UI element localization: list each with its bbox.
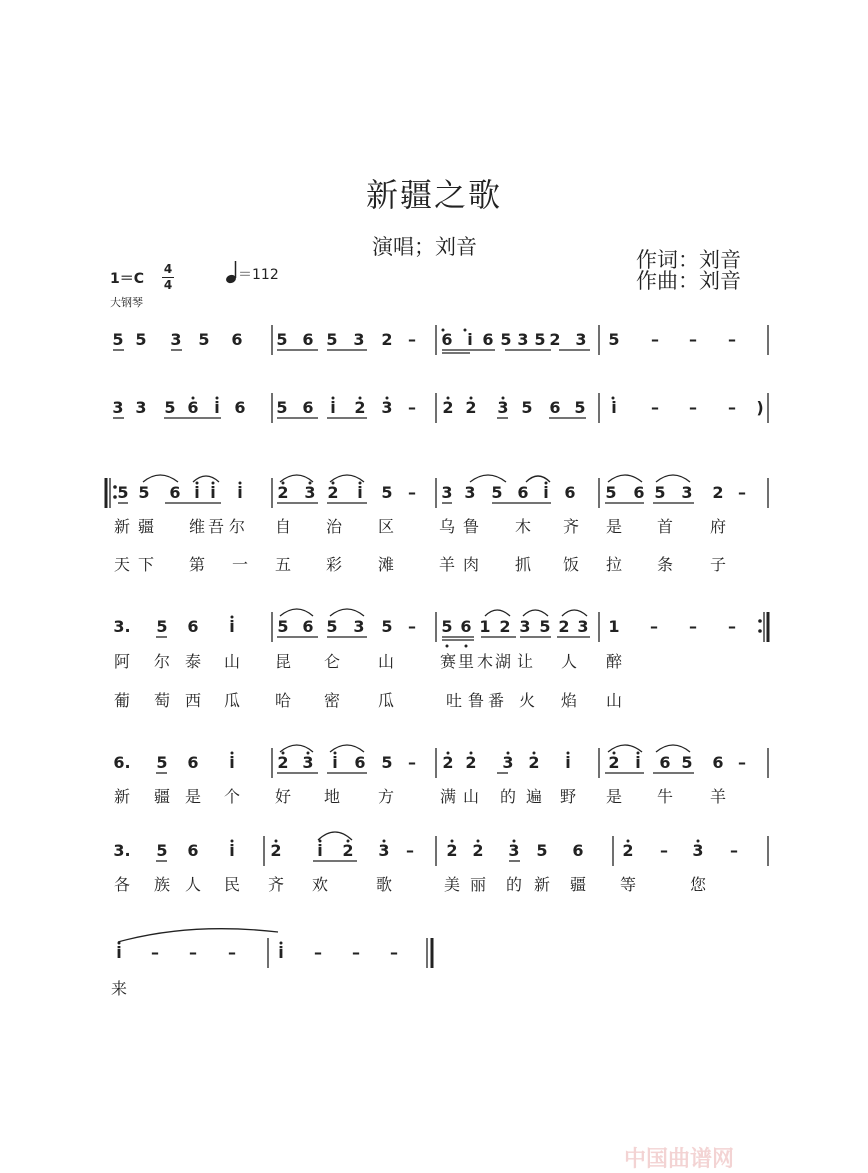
singer-credit: 演唱；刘音 <box>372 235 477 259</box>
note-s3-3: 6 <box>169 483 181 502</box>
note-s5-6: 3 <box>302 753 314 772</box>
lyric-s6-l1-14: 您 <box>689 875 707 894</box>
note-s3-14: 3 <box>464 483 476 502</box>
lyric-s5-l1-6: 地 <box>323 787 341 806</box>
lyric-s3-l2-5: 五 <box>274 555 292 574</box>
note-s3-12: – <box>408 483 416 502</box>
lyric-s3-l1-14: 首 <box>656 517 674 536</box>
lyric-s4-l2-4: 瓜 <box>223 691 241 710</box>
lyric-s3-l1-8: 区 <box>377 517 395 536</box>
note-s2-19: i <box>611 398 617 417</box>
note-s2-22: – <box>728 398 736 417</box>
note-s3-18: 6 <box>564 483 576 502</box>
note-s3-9: 2 <box>327 483 339 502</box>
lyric-s3-l1-13: 是 <box>605 517 623 536</box>
lyric-s4-l2-5: 哈 <box>274 691 292 710</box>
time-signature-top: 4 <box>163 262 173 276</box>
note-s2-4: 6 <box>187 398 199 417</box>
note-s4-2: 5 <box>156 617 168 636</box>
lyric-s3-l2-9: 肉 <box>462 555 480 574</box>
note-s1-13: i <box>467 330 473 349</box>
lyric-s4-l2-1: 葡 <box>113 691 131 710</box>
lyric-s4-l1-4: 山 <box>223 652 241 671</box>
note-s6-9: – <box>406 841 414 860</box>
lyric-s3-l2-3: 第 <box>188 555 206 574</box>
note-s3-13: 3 <box>441 483 453 502</box>
lyricist-credit: 作词：刘音 <box>636 248 741 272</box>
lyric-s4-l2-12: 焰 <box>560 691 578 710</box>
lyric-s3-l2-12: 拉 <box>605 555 623 574</box>
lyric-s4-l1-11: 湖 <box>494 652 512 671</box>
note-s6-6: i <box>317 841 323 860</box>
note-s4-16: 5 <box>539 617 551 636</box>
note-s3-7: 2 <box>277 483 289 502</box>
note-s4-6: 6 <box>302 617 314 636</box>
note-s4-5: 5 <box>277 617 289 636</box>
note-s4-7: 5 <box>326 617 338 636</box>
note-s1-7: 6 <box>302 330 314 349</box>
note-s1-9: 3 <box>353 330 365 349</box>
note-s3-23: 2 <box>712 483 724 502</box>
note-s1-14: 6 <box>482 330 494 349</box>
lyric-s3-l1-6: 自 <box>274 517 292 536</box>
note-s5-13: 3 <box>502 753 514 772</box>
lyric-s4-l2-7: 瓜 <box>377 691 395 710</box>
note-s6-3: 6 <box>187 841 199 860</box>
tempo-value: ＝112 <box>238 267 279 283</box>
note-s5-7: i <box>332 753 338 772</box>
note-s2-21: – <box>689 398 697 417</box>
note-s2-8: 6 <box>302 398 314 417</box>
note-s2-17: 6 <box>549 398 561 417</box>
note-s4-14: 2 <box>499 617 511 636</box>
note-s2-16: 5 <box>521 398 533 417</box>
note-s1-20: 5 <box>608 330 620 349</box>
lyric-s5-l1-5: 好 <box>274 787 292 806</box>
lyric-s3-l2-14: 子 <box>709 555 727 574</box>
lyric-s5-l1-12: 野 <box>559 787 577 806</box>
note-s2-14: 2 <box>465 398 477 417</box>
note-s5-18: 6 <box>659 753 671 772</box>
note-s1-3: 3 <box>170 330 182 349</box>
note-s6-5: 2 <box>270 841 282 860</box>
lyric-s3-l1-15: 府 <box>709 517 727 536</box>
note-s5-3: 6 <box>187 753 199 772</box>
lyric-s5-l1-10: 的 <box>499 787 517 806</box>
note-s7-3: – <box>189 943 197 962</box>
lyric-s3-l1-5: 尔 <box>228 517 246 536</box>
lyric-s4-l1-3: 泰 <box>184 652 202 671</box>
note-s4-17: 2 <box>558 617 570 636</box>
lyric-s4-l2-9: 鲁 <box>467 691 485 710</box>
lyric-s5-l1-13: 是 <box>605 787 623 806</box>
note-s6-8: 3 <box>378 841 390 860</box>
lyric-s3-l2-6: 彩 <box>325 555 343 574</box>
note-s3-22: 3 <box>681 483 693 502</box>
lyric-s3-l2-4: 一 <box>231 555 249 574</box>
lyric-s5-l1-2: 疆 <box>153 787 171 806</box>
note-s4-9: 5 <box>381 617 393 636</box>
note-s5-12: 2 <box>465 753 477 772</box>
note-s1-4: 5 <box>198 330 210 349</box>
note-s6-15: 2 <box>622 841 634 860</box>
note-s5-10: – <box>408 753 416 772</box>
note-s5-14: 2 <box>528 753 540 772</box>
lyric-s4-l2-6: 密 <box>323 691 341 710</box>
lyric-s3-l1-1: 新 <box>113 517 131 536</box>
lyric-s3-l1-7: 治 <box>325 517 343 536</box>
lyric-s6-l1-8: 美 <box>443 875 461 894</box>
note-s1-17: 5 <box>534 330 546 349</box>
song-title: 新疆之歌 <box>365 176 502 214</box>
note-s4-20: – <box>650 617 658 636</box>
note-s1-23: – <box>728 330 736 349</box>
lyric-s6-l1-3: 人 <box>184 875 202 894</box>
note-s1-8: 5 <box>326 330 338 349</box>
note-s3-4: i <box>194 483 200 502</box>
note-s5-8: 6 <box>354 753 366 772</box>
note-s5-17: i <box>635 753 641 772</box>
lyric-s6-l1-13: 等 <box>619 875 637 894</box>
note-s5-4: i <box>229 753 235 772</box>
note-s4-19: 1 <box>608 617 620 636</box>
note-s6-1: 3. <box>113 841 131 860</box>
note-s3-6: i <box>237 483 243 502</box>
lyric-s6-l1-2: 族 <box>153 875 171 894</box>
note-s6-13: 5 <box>536 841 548 860</box>
note-s4-1: 3. <box>113 617 131 636</box>
note-s2-9: i <box>330 398 336 417</box>
note-s1-21: – <box>651 330 659 349</box>
lyric-s3-l1-10: 鲁 <box>462 517 480 536</box>
note-s6-2: 5 <box>156 841 168 860</box>
note-s3-1: 5 <box>117 483 129 502</box>
note-s3-5: i <box>210 483 216 502</box>
lyric-s6-l1-5: 齐 <box>267 875 285 894</box>
note-s3-19: 5 <box>605 483 617 502</box>
note-s1-19: 3 <box>575 330 587 349</box>
note-s2-7: 5 <box>276 398 288 417</box>
note-s2-15: 3 <box>497 398 509 417</box>
lyric-s4-l1-6: 仑 <box>323 652 341 671</box>
lyric-s4-l2-10: 番 <box>487 691 505 710</box>
note-s7-2: – <box>151 943 159 962</box>
note-s2-20: – <box>651 398 659 417</box>
lyric-s4-l1-9: 里 <box>457 652 475 671</box>
note-s5-19: 5 <box>681 753 693 772</box>
lyric-s6-l1-12: 疆 <box>569 875 587 894</box>
lyric-s4-l1-7: 山 <box>377 652 395 671</box>
note-s1-6: 5 <box>276 330 288 349</box>
note-s1-15: 5 <box>500 330 512 349</box>
lyric-s6-l1-6: 欢 <box>311 875 329 894</box>
note-s6-11: 2 <box>472 841 484 860</box>
note-s4-15: 3 <box>519 617 531 636</box>
note-s3-15: 5 <box>491 483 503 502</box>
note-s5-21: – <box>738 753 746 772</box>
note-s3-11: 5 <box>381 483 393 502</box>
note-s1-12: 6 <box>441 330 453 349</box>
lyric-s4-l1-10: 木 <box>476 652 494 671</box>
note-s5-11: 2 <box>442 753 454 772</box>
watermark: 中国曲谱网 <box>624 1147 735 1172</box>
note-s6-4: i <box>229 841 235 860</box>
note-s4-10: – <box>408 617 416 636</box>
note-s4-8: 3 <box>353 617 365 636</box>
note-s1-2: 5 <box>135 330 147 349</box>
lyric-s6-l1-10: 的 <box>505 875 523 894</box>
lyric-s3-l1-2: 疆 <box>137 517 155 536</box>
note-s6-14: 6 <box>572 841 584 860</box>
lyric-s3-l1-11: 木 <box>514 517 532 536</box>
note-s3-17: i <box>543 483 549 502</box>
lyric-s4-l1-2: 尔 <box>153 652 171 671</box>
note-s3-16: 6 <box>517 483 529 502</box>
lyric-s3-l2-7: 滩 <box>377 555 395 574</box>
note-s2-13: 2 <box>442 398 454 417</box>
lyric-s4-l1-5: 昆 <box>274 652 292 671</box>
note-s6-10: 2 <box>446 841 458 860</box>
instrument-label: 大钢琴 <box>110 296 143 309</box>
note-s4-3: 6 <box>187 617 199 636</box>
note-s1-18: 2 <box>549 330 561 349</box>
note-s7-6: – <box>314 943 322 962</box>
note-s4-22: – <box>728 617 736 636</box>
lyric-s3-l1-3: 维 <box>188 517 206 536</box>
lyric-s4-l2-3: 西 <box>184 691 202 710</box>
note-s4-12: 6 <box>460 617 472 636</box>
lyric-s6-l1-11: 新 <box>533 875 551 894</box>
lyric-s4-l2-2: 萄 <box>153 691 171 710</box>
note-s2-1: 3 <box>112 398 124 417</box>
note-s5-9: 5 <box>381 753 393 772</box>
note-s3-10: i <box>357 483 363 502</box>
note-s2-3: 5 <box>164 398 176 417</box>
note-s4-13: 1 <box>479 617 491 636</box>
note-s4-11: 5 <box>441 617 453 636</box>
lyric-s3-l2-10: 抓 <box>514 555 532 574</box>
note-s5-15: i <box>565 753 571 772</box>
note-s2-2: 3 <box>135 398 147 417</box>
lyric-s3-l2-13: 条 <box>656 555 674 574</box>
lyric-s4-l2-13: 山 <box>605 691 623 710</box>
note-s1-10: 2 <box>381 330 393 349</box>
note-s1-11: – <box>408 330 416 349</box>
note-s7-7: – <box>352 943 360 962</box>
note-s2-5: i <box>214 398 220 417</box>
note-s4-4: i <box>229 617 235 636</box>
lyric-s3-l2-2: 下 <box>137 555 155 574</box>
lyric-s3-l1-4: 吾 <box>207 517 225 536</box>
lyric-s4-l1-13: 人 <box>560 652 578 671</box>
note-s3-20: 6 <box>633 483 645 502</box>
note-s1-16: 3 <box>517 330 529 349</box>
note-s3-8: 3 <box>304 483 316 502</box>
note-s7-8: – <box>390 943 398 962</box>
note-s5-5: 2 <box>277 753 289 772</box>
note-s4-21: – <box>689 617 697 636</box>
lyric-s3-l2-1: 天 <box>113 555 131 574</box>
note-s3-21: 5 <box>654 483 666 502</box>
note-s2-6: 6 <box>234 398 246 417</box>
note-s3-24: – <box>738 483 746 502</box>
note-s6-12: 3 <box>508 841 520 860</box>
lyric-s3-l1-9: 乌 <box>438 517 456 536</box>
note-s5-2: 5 <box>156 753 168 772</box>
note-s7-5: i <box>278 943 284 962</box>
lyric-s5-l1-7: 方 <box>377 787 395 806</box>
note-s1-22: – <box>689 330 697 349</box>
lyric-s5-l1-11: 遍 <box>525 787 543 806</box>
note-s6-16: – <box>660 841 668 860</box>
lyric-s6-l1-7: 歌 <box>375 875 393 894</box>
note-s6-17: 3 <box>692 841 704 860</box>
key-signature: 1＝C <box>110 271 145 287</box>
note-s5-1: 6. <box>113 753 131 772</box>
lyric-s5-l1-8: 满 <box>439 787 457 806</box>
lyric-s4-l1-1: 阿 <box>113 652 131 671</box>
lyric-s4-l2-11: 火 <box>518 691 536 710</box>
lyric-s5-l1-3: 是 <box>184 787 202 806</box>
time-signature-bottom: 4 <box>163 278 173 292</box>
note-s2-11: 3 <box>381 398 393 417</box>
lyric-s5-l1-9: 山 <box>462 787 480 806</box>
note-s2-12: – <box>408 398 416 417</box>
note-s3-2: 5 <box>138 483 150 502</box>
note-s2-10: 2 <box>354 398 366 417</box>
lyric-s6-l1-9: 丽 <box>469 875 487 894</box>
lyric-s5-l1-15: 羊 <box>709 787 727 806</box>
note-s6-18: – <box>730 841 738 860</box>
lyric-s3-l2-11: 饭 <box>562 555 580 574</box>
lyric-s5-l1-14: 牛 <box>656 787 674 806</box>
note-s7-1: i <box>116 943 122 962</box>
note-s7-4: – <box>228 943 236 962</box>
lyric-s4-l2-8: 吐 <box>445 691 463 710</box>
lyric-s3-l2-8: 羊 <box>438 555 456 574</box>
note-s4-18: 3 <box>577 617 589 636</box>
lyric-s6-l1-1: 各 <box>113 875 131 894</box>
lyric-s3-l1-12: 齐 <box>562 517 580 536</box>
note-s2-23: ) <box>756 398 764 417</box>
note-s5-20: 6 <box>712 753 724 772</box>
note-s2-18: 5 <box>574 398 586 417</box>
lyric-s4-l1-12: 让 <box>516 652 534 671</box>
lyric-s4-l1-8: 赛 <box>439 652 457 671</box>
lyric-s5-l1-1: 新 <box>113 787 131 806</box>
note-s1-5: 6 <box>231 330 243 349</box>
composer-credit: 作曲：刘音 <box>636 269 741 293</box>
lyric-s5-l1-4: 个 <box>223 787 241 806</box>
lyric-s6-l1-4: 民 <box>223 875 241 894</box>
note-s6-7: 2 <box>342 841 354 860</box>
lyric-s7-l1-1: 来 <box>110 979 128 998</box>
note-s1-1: 5 <box>112 330 124 349</box>
note-s5-16: 2 <box>608 753 620 772</box>
lyric-s4-l1-14: 醉 <box>605 652 623 671</box>
